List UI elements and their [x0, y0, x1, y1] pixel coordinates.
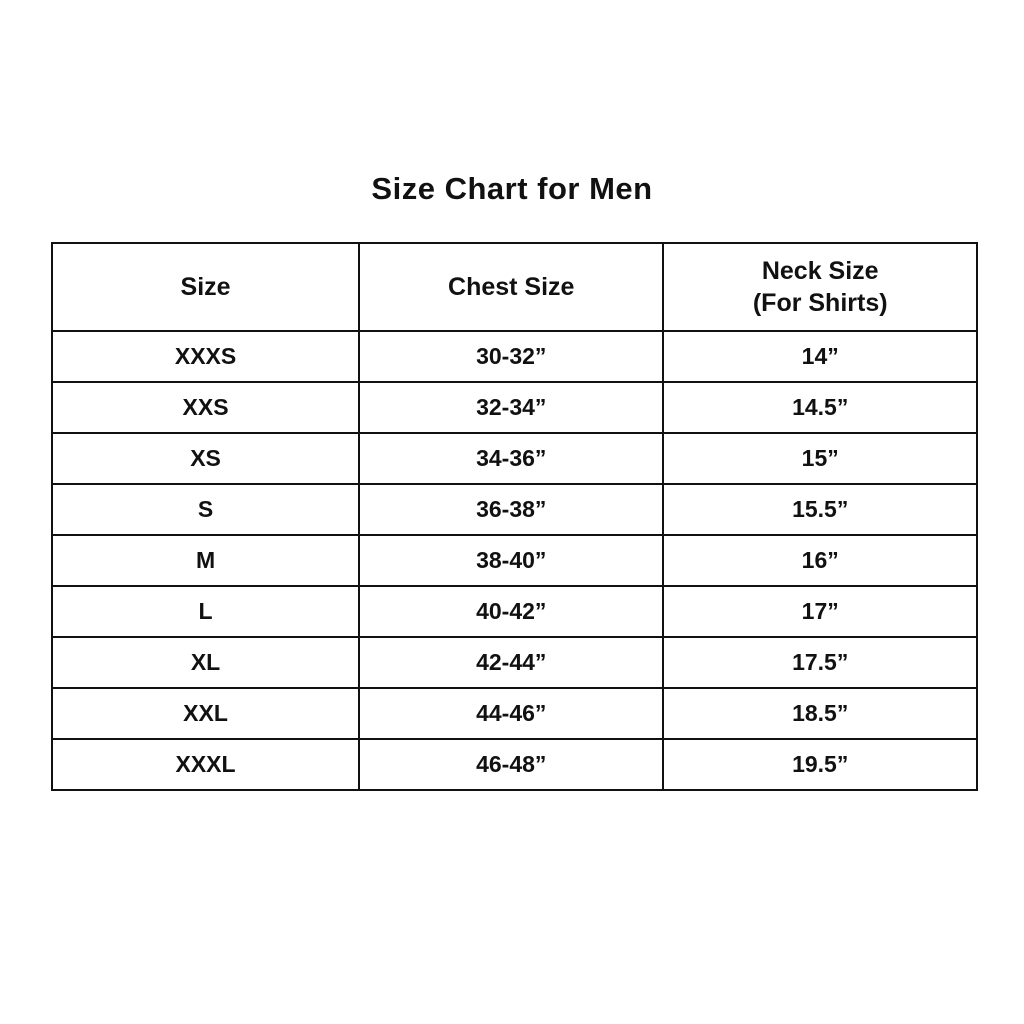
col-header-size — [52, 243, 359, 331]
cell-size: XXXL — [52, 739, 359, 790]
cell-size: M — [52, 535, 359, 586]
cell-chest: 32-34” — [359, 382, 663, 433]
col-header-neck-label: Neck Size — [761, 256, 879, 285]
cell-size: XXL — [52, 688, 359, 739]
cell-size: S — [52, 484, 359, 535]
size-chart-table — [51, 242, 978, 791]
cell-chest: 30-32” — [359, 331, 663, 382]
cell-chest: 42-44” — [359, 637, 663, 688]
col-header-chest — [359, 243, 663, 331]
cell-chest: 38-40” — [359, 535, 663, 586]
chart-title: Size Chart for Men — [371, 171, 653, 206]
cell-neck: 15.5” — [663, 484, 977, 535]
col-header-neck — [663, 243, 977, 331]
table-row — [52, 433, 977, 484]
col-header-chest-label: Chest Size — [448, 272, 575, 301]
col-header-neck-sublabel: (For Shirts) — [752, 289, 888, 317]
cell-size: L — [52, 586, 359, 637]
table-row — [52, 739, 977, 790]
table-row — [52, 484, 977, 535]
table-row — [52, 382, 977, 433]
cell-neck: 19.5” — [663, 739, 977, 790]
cell-neck: 17” — [663, 586, 977, 637]
cell-chest: 44-46” — [359, 688, 663, 739]
header-row — [52, 243, 977, 331]
cell-neck: 17.5” — [663, 637, 977, 688]
cell-size: XXXS — [52, 331, 359, 382]
table-row — [52, 535, 977, 586]
table-row — [52, 331, 977, 382]
cell-size: XL — [52, 637, 359, 688]
cell-neck: 15” — [663, 433, 977, 484]
table-header — [52, 243, 977, 331]
cell-neck: 14.5” — [663, 382, 977, 433]
cell-size: XS — [52, 433, 359, 484]
table-row — [52, 637, 977, 688]
cell-neck: 18.5” — [663, 688, 977, 739]
cell-chest: 40-42” — [359, 586, 663, 637]
cell-neck: 16” — [663, 535, 977, 586]
col-header-size-label: Size — [180, 272, 231, 301]
table-row — [52, 586, 977, 637]
cell-neck: 14” — [663, 331, 977, 382]
table-body — [52, 331, 977, 790]
cell-size: XXS — [52, 382, 359, 433]
table-row — [52, 688, 977, 739]
cell-chest: 46-48” — [359, 739, 663, 790]
cell-chest: 34-36” — [359, 433, 663, 484]
cell-chest: 36-38” — [359, 484, 663, 535]
